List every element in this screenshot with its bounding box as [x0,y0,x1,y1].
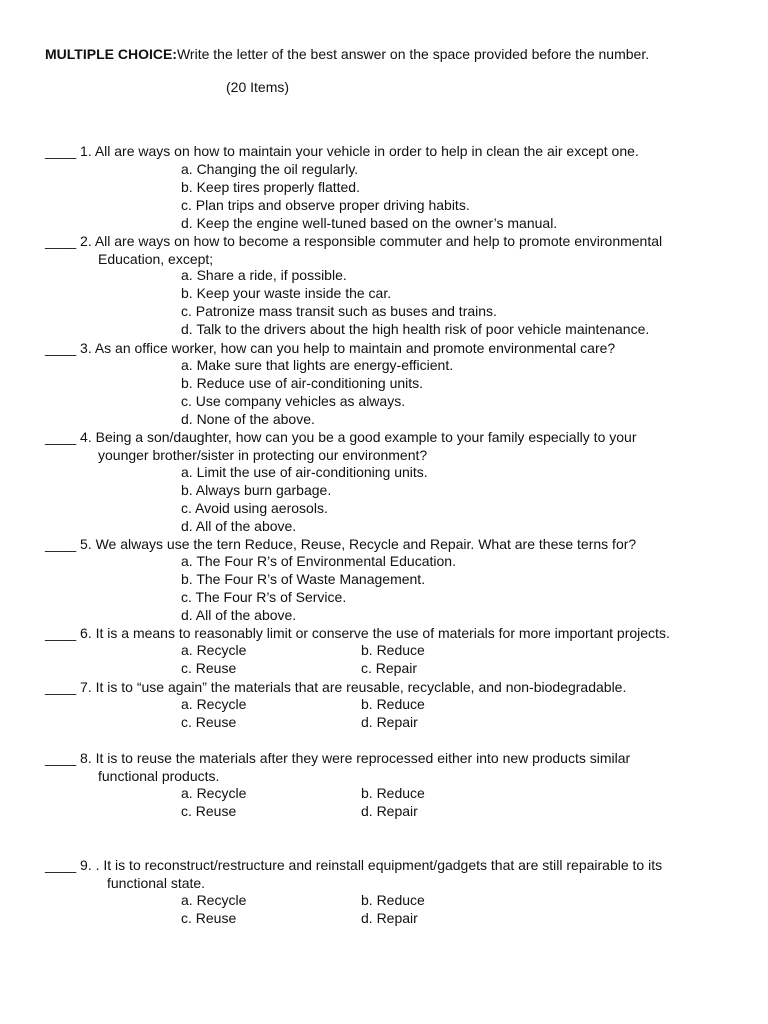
question-4 [45,428,637,464]
question-stem: ____ 7. It is to “use again” the materials that are reusable, recyclable, and non-biodegradable. [45,679,627,695]
question-5 [45,535,636,553]
option-c: c. Plan trips and observe proper driving habits. [181,197,470,213]
option-b: b. Reduce [361,892,425,908]
option-d: d. All of the above. [181,518,297,534]
question-stem: ____ 1. All are ways on how to maintain your vehicle in order to help in clean the air except one. [45,143,639,159]
option-a: a. Share a ride, if possible. [181,267,347,283]
question-stem: ____ 3. As an office worker, how can you help to maintain and promote environmental care? [45,340,616,356]
question-2-options [181,266,649,338]
option-d: d. Keep the engine well-tuned based on the owner’s manual. [181,215,558,231]
option-c: c. Reuse [181,910,237,926]
option-c: c. Patronize mass transit such as buses and trains. [181,303,497,319]
question-stem: ____ 8. It is to reuse the materials after they were reprocessed either into new products similar [45,750,631,766]
question-4-options [181,463,428,535]
option-d: d. Repair [361,910,418,926]
option-b: b. Reduce [361,642,425,658]
option-c: c. The Four R’s of Service. [181,589,347,605]
question-8-options-col2 [361,784,425,820]
items-count: (20 Items) [226,79,290,95]
option-d: d. Repair [361,714,418,730]
option-b: b. The Four R’s of Waste Management. [181,571,426,587]
option-b: b. Keep tires properly flatted. [181,179,360,195]
option-b: b. Reduce [361,785,425,801]
option-a: a. Limit the use of air-conditioning units. [181,464,428,480]
question-stem: ____ 6. It is a means to reasonably limit or conserve the use of materials for more important projects. [45,625,670,641]
question-1 [45,142,639,160]
option-a: a. Recycle [181,642,247,658]
option-b: b. Keep your waste inside the car. [181,285,392,301]
question-5-options [181,552,456,624]
question-8 [45,749,630,785]
question-6-options-col1 [181,641,246,677]
question-8-options-col1 [181,784,246,820]
question-stem: ____ 2. All are ways on how to become a responsible commuter and help to promote environmental [45,233,663,249]
section-label: MULTIPLE CHOICE: [45,46,177,62]
option-c: c. Reuse [181,660,237,676]
option-d: d. Talk to the drivers about the high health risk of poor vehicle maintenance. [181,321,650,337]
instruction-text: Write the letter of the best answer on the space provided before the number. [176,46,650,62]
option-c: c. Avoid using aerosols. [181,500,328,516]
question-9 [45,856,662,892]
question-stem-continued: younger brother/sister in protecting our environment? [98,447,428,463]
instructions-header [45,46,649,62]
option-c: c. Reuse [181,714,237,730]
question-7-options-col2 [361,695,425,731]
option-d: d. All of the above. [181,607,297,623]
option-a: a. Recycle [181,785,247,801]
option-b: b. Always burn garbage. [181,482,332,498]
question-stem: ____ 4. Being a son/daughter, how can you be a good example to your family especially to your [45,429,637,445]
option-b: b. Reduce [361,696,425,712]
question-stem-continued: Education, except; [98,251,214,267]
question-stem: ____ 9. . It is to reconstruct/restructure and reinstall equipment/gadgets that are still repairable to its [45,857,663,873]
option-b: b. Reduce use of air-conditioning units. [181,375,424,391]
question-3-options [181,356,453,428]
option-a: a. Changing the oil regularly. [181,161,359,177]
option-c: c. Reuse [181,803,237,819]
question-3 [45,339,615,357]
option-a: a. Recycle [181,696,247,712]
option-a: a. The Four R’s of Environmental Education. [181,553,456,569]
question-6 [45,624,670,642]
option-d: d. None of the above. [181,411,315,427]
question-stem-continued: functional products. [98,768,220,784]
question-7 [45,678,626,696]
option-d: d. Repair [361,803,418,819]
question-1-options [181,160,557,232]
question-stem: ____ 5. We always use the tern Reduce, Reuse, Recycle and Repair. What are these terns for? [45,536,637,552]
question-stem-continued: functional state. [107,875,206,891]
option-a: a. Make sure that lights are energy-efficient. [181,357,454,373]
question-9-options-col1 [181,891,246,927]
question-2 [45,232,662,268]
question-6-options-col2 [361,641,425,677]
question-9-options-col2 [361,891,425,927]
question-7-options-col1 [181,695,246,731]
option-c: c. Use company vehicles as always. [181,393,406,409]
option-c-second: c. Repair [361,660,418,676]
option-a: a. Recycle [181,892,247,908]
